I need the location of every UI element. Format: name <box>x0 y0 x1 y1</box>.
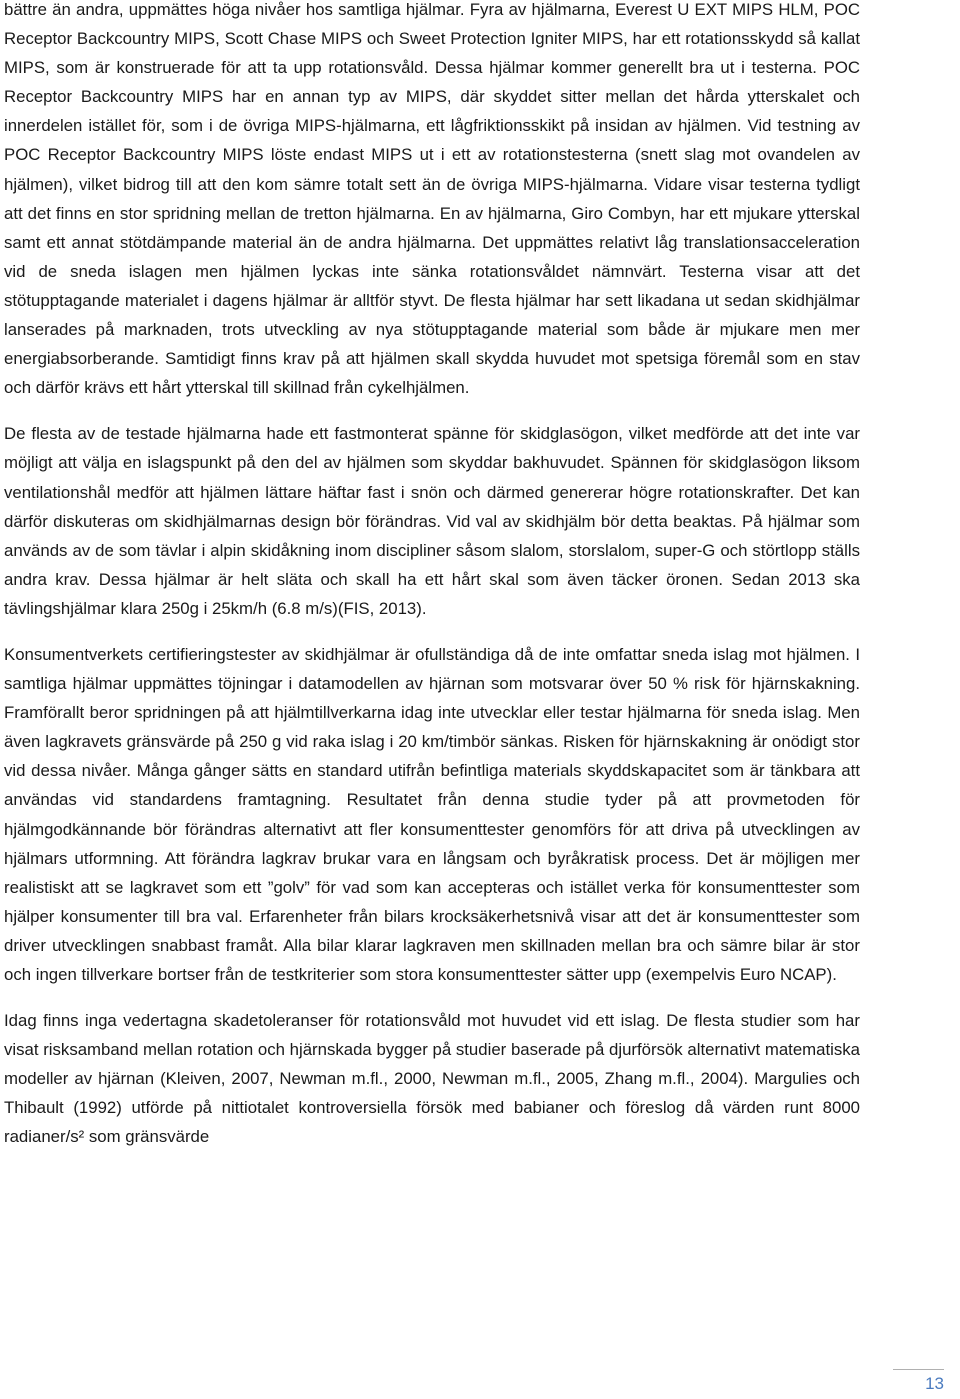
sentence: Vid val av skidhjälm bör detta beaktas. <box>446 511 737 531</box>
sentence: Det är möjligen mer realistiskt att se lagkravet som ett ”golv” för vad som kan accepteras och istället verka för konsumenttester som hjälper konsumenter till bra val. <box>4 848 860 926</box>
paragraph-3 <box>4 640 860 989</box>
paragraph-2 <box>4 419 860 623</box>
sentence: De flesta studier som har visat risksamband mellan rotation och hjärnskada bygger på studier baserade på djurförsök alternativt matematiska modeller av hjärnan (Kleiven, 2007, Newman m.fl., 2000, Newman m.fl., 2005, Zhang m.fl., 2004). <box>4 1011 860 1089</box>
paragraph-1 <box>4 0 860 402</box>
sentence: Vid testning av POC Receptor Backcountry MIPS löste endast MIPS ut i ett av rotationstesterna (snett slag mot ovandelen av hjälmen), vilket bidrog till att den kom sämre totalt sett än de övriga MIPS-hjälmarna. <box>4 116 860 194</box>
sentence: Sedan 2013 ska tävlingshjälmar klara 250g i 25km/h (6.8 m/s)(FIS, 2013). <box>4 569 861 618</box>
sentence: bättre än andra, uppmättes höga nivåer hos samtliga hjälmar. Fyra av hjälmarna, Everest U EXT MIPS HLM, POC Receptor Backcountry MIPS, Scott Chase MIPS och Sweet Protection Igniter MIPS, har ett rotationsskydd så kallat MIPS, som är konstruerade för att ta upp rotationsvåld. Dessa hjälmar kommer generellt bra ut i testerna. <box>4 0 860 78</box>
sentence: Att förändra lagkrav brukar vara en långsam och byråkratisk process. <box>164 848 700 868</box>
sentence: Testerna visar att det stötupptagande materialet i dagens hjälmar är alltför styvt. <box>4 261 860 310</box>
sentence: I samtliga hjälmar uppmättes töjningar i datamodellen av hjärnan som motsvarar över 50 % risk för hjärnskakning. <box>4 644 860 694</box>
sentence: POC Receptor Backcountry MIPS har en annan typ av MIPS, där skyddet sitter mellan det hårda ytterskalet och innerdelen istället för, som i de övriga MIPS-hjälmarna, ett lågfriktionsskikt på insidan av hjälmen. <box>4 58 860 136</box>
sentence: På hjälmar som används av de som tävlar i alpin skidåkning inom discipliner såsom slalom, storslalom, super-G och störtlopp ställs andra krav. <box>4 511 861 589</box>
sentence: Många gånger sätts en standard utifrån befintliga materials skyddskapacitet som är tänkbara att användas vid standardens framtagning. <box>4 761 861 810</box>
sentence: Det uppmättes relativt låg translationsacceleration vid de sneda islagen men hjälmen lyckas inte sänka rotationsvåldet nämnvärt. <box>4 232 860 281</box>
sentence: Erfarenheter från bilars krocksäkerhetsnivå visar att det är konsumenttester som driver utvecklingen snabbast framåt. <box>4 906 860 955</box>
sentence: Margulies och Thibault (1992) utförde på nittiotalet kontroversiella försök med babianer och föreslog då värden runt 8000 radianer/s² som gränsvärde <box>4 1069 861 1147</box>
sentence: De flesta av de testade hjälmarna hade ett fastmonterat spänne för skidglasögon, vilket medförde att det inte var möjligt att välja en islagspunkt på den del av hjälmen som skyddar bakhuvudet. <box>4 424 860 473</box>
paragraph-4 <box>4 1006 860 1151</box>
sentence: Konsumentverkets certifieringstester av skidhjälmar är ofullständiga då de inte omfattar sneda islag mot hjälmen. <box>4 644 850 664</box>
sentence: Dessa hjälmar är helt släta och skall ha ett hårt skal som även täcker öronen. <box>98 569 723 589</box>
footer-rule <box>893 1369 944 1370</box>
sentence: Alla bilar klarar lagkraven men skillnaden mellan bra och sämre bilar är stor och ingen tillverkare bortser från de testkriterier som stora konsumenttester sätter upp (exempelvis Euro NCAP). <box>4 935 860 984</box>
sentence: Det kan därför diskuteras om skidhjälmarnas design bör förändras. <box>4 482 860 531</box>
sentence: De flesta hjälmar har sett likadana ut sedan skidhjälmar lanserades på marknaden, trots utveckling av nya stötupptagande material som både är mjukare men mer energiabsorberande. <box>4 290 860 369</box>
document-body <box>4 0 860 1152</box>
sentence: En av hjälmarna, Giro Combyn, har ett mjukare ytterskal samt ett annat stötdämpande material än de andra hjälmarna. <box>4 203 860 252</box>
sentence: Men även lagkravets gränsvärde på 250 g vid raka islag i 20 km/timbör sänkas. <box>4 703 860 752</box>
sentence: Idag finns inga vedertagna skadetoleranser för rotationsvåld mot huvudet vid ett islag. <box>4 1011 660 1031</box>
sentence: Spännen för skidglasögon liksom ventilationshål medför att hjälmen lättare häftar fast i snön och därmed genererar högre rotationskrafter. <box>4 453 860 502</box>
sentence: Risken för hjärnskakning är onödigt stor vid dessa nivåer. <box>4 732 860 781</box>
page-number: 13 <box>925 1374 944 1393</box>
sentence: Framförallt beror spridningen på att hjälmtillverkarna idag inte utvecklar eller testar hjälmarna för sneda islag. <box>4 703 822 723</box>
sentence: Resultatet från denna studie tyder på att provmetoden för hjälmgodkännande bör förändras alternativt att fler konsumenttester genomförs för att driva på utvecklingen av hjälmars utformning. <box>4 790 860 868</box>
sentence: Vidare visar testerna tydligt att det finns en stor spridning mellan de tretton hjälmarna. <box>4 174 860 223</box>
sentence: Samtidigt finns krav på att hjälmen skall skydda huvudet mot spetsiga föremål som en stav och därför krävs ett hårt ytterskal till skillnad från cykelhjälmen. <box>4 349 860 398</box>
